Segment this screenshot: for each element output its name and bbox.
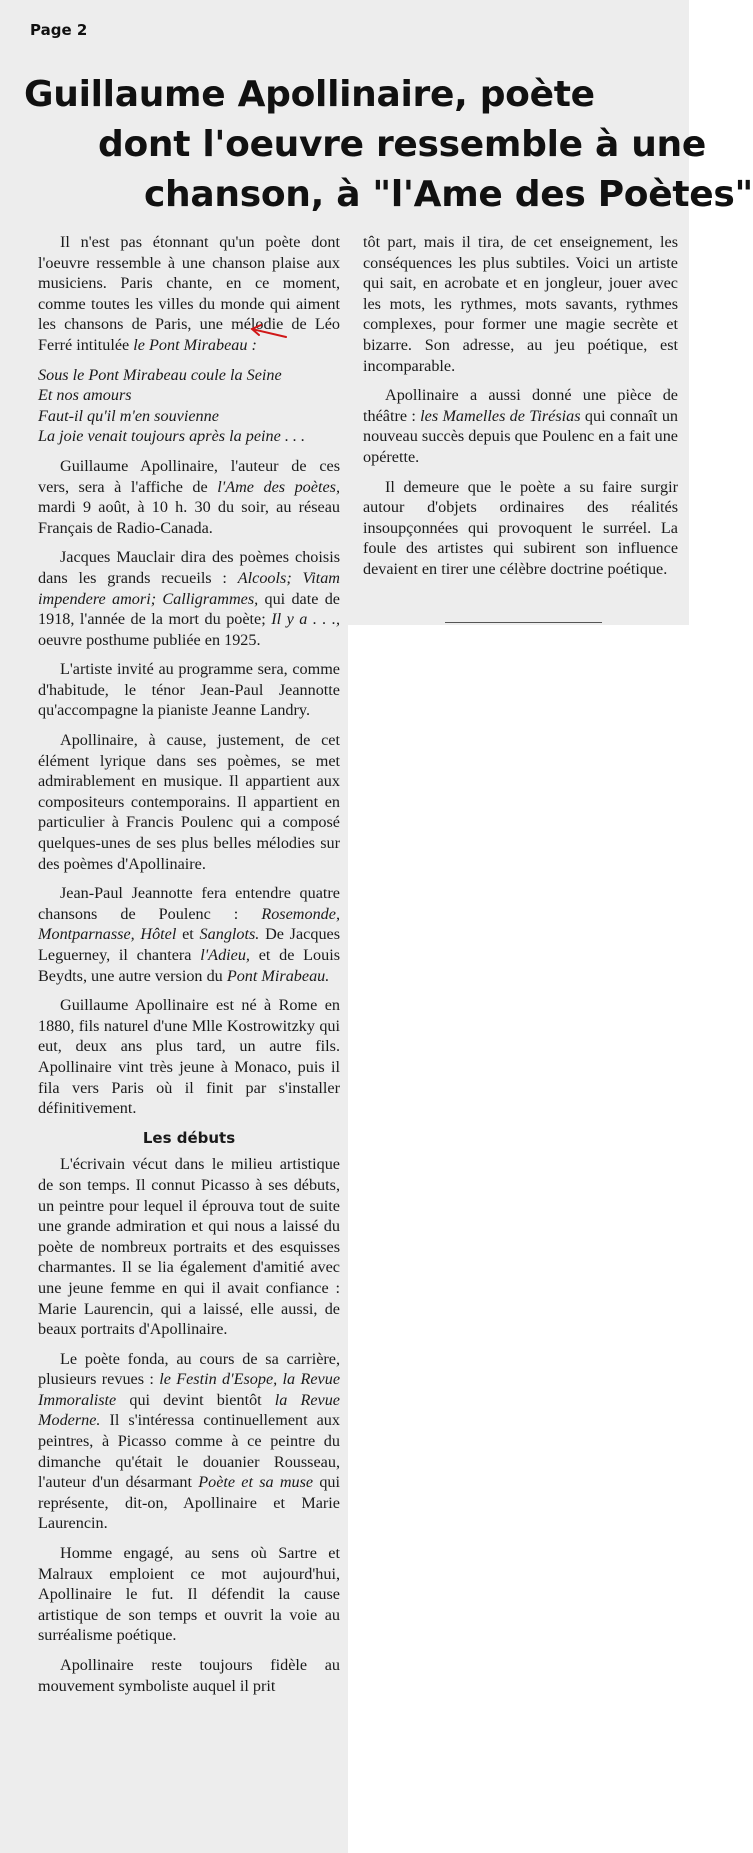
verse-line: Et nos amours: [38, 386, 132, 405]
page-label: Page 2: [30, 21, 88, 39]
paragraph-songs: Jean-Paul Jeannotte fera entendre quatre chansons de Poulenc : Rosemonde, Montparnasse, Hôtel et Sanglots. De Jacques Leguerney, il chantera l'Adieu, et de Louis Beydts, une autre version du Pont Mirabeau.: [38, 884, 341, 985]
right-column: [363, 232, 678, 589]
headline-line-2: dont l'oeuvre ressemble à une: [98, 124, 706, 165]
paragraph-revues: Le poète fonda, au cours de sa carrière, plusieurs revues : le Festin d'Esope, la Revue Immoraliste qui devint bientôt la Revue Moderne. Il s'intéressa continuellement aux peintres, à Picasso comme à ce peintre du dimanche qu'était le douanier Rousseau, l'auteur d'un désarmant Poète et sa muse qui représente, dit-on, Apollinaire et Marie Laurencin.: [38, 1349, 340, 1533]
paragraph-theatre: Apollinaire a aussi donné une pièce de théâtre : les Mamelles de Tirésias qui connaît un nouveau succès depuis que Poulenc en a fait une opérette.: [363, 386, 679, 466]
paragraph-symbolism: Apollinaire reste toujours fidèle au mouvement symboliste auquel il prit: [38, 1656, 340, 1695]
song-title: le Pont Mirabeau :: [133, 335, 257, 354]
verse-quote: [38, 365, 340, 447]
paragraph-music: Apollinaire, à cause, justement, de cet élément lyrique dans ses poèmes, se met admirablement en musique. Il appartient aux compositeurs contemporains. Il appartient en particulier à Francis Poulenc qui a composé quelques-unes de ses plus belles mélodies sur des poèmes d'Apollinaire.: [38, 731, 340, 873]
end-rule: [445, 622, 602, 623]
paragraph-milieu: L'écrivain vécut dans le milieu artistique de son temps. Il connut Picasso à ses débuts, un peintre pour lequel il éprouva tout de suite une grande admiration et qui nous a laissé du poète de nombreux portraits et des esquisses charmantes. Il se lia également d'amitié avec une jeune femme en qui il avait confiance : Marie Laurencin, qui a laissé, elle aussi, de beaux portraits d'Apollinaire.: [38, 1155, 340, 1339]
left-column: [38, 232, 340, 1705]
headline-line-3: chanson, à "l'Ame des Poètes": [144, 174, 753, 215]
paragraph-guest: L'artiste invité au programme sera, comme d'habitude, le ténor Jean-Paul Jeannotte qu'accompagne la pianiste Jeanne Landry.: [38, 660, 340, 720]
paragraph-mauclair: Jacques Mauclair dira des poèmes choisis dans les grands recueils : Alcools; Vitam impendere amori; Calligrammes, qui date de 1918, l'année de la mort du poète; Il y a . . ., oeuvre posthume publiée en 1925.: [38, 548, 340, 649]
paragraph-engagement: Homme engagé, au sens où Sartre et Malraux emploient ce mot aujourd'hui, Apollinaire le fut. Il défendit la cause artistique de son temps et ouvrit la voie au surréalisme poétique.: [38, 1544, 340, 1645]
paragraph-biography: Guillaume Apollinaire est né à Rome en 1880, fils naturel d'une Mlle Kostrowitzky qui eut, deux ans plus tard, un autre fils. Apollinaire vint très jeune à Monaco, puis il fila vers Paris où il finit par s'installer définitivement.: [38, 996, 340, 1118]
headline-line-1: Guillaume Apollinaire, poète: [24, 74, 595, 115]
paragraph-conclusion: Il demeure que le poète a su faire surgir autour d'objets ordinaires des réalités insoupçonnées qui provoquent le surréel. La foule des artistes qui subirent son influence devaient en tirer une célèbre doctrine poétique.: [363, 477, 678, 578]
annotation-arrow-icon: [248, 324, 290, 340]
paragraph-intro: Il n'est pas étonnant qu'un poète dont l'oeuvre ressemble à une chanson plaise aux musiciens. Paris chante, en ce moment, comme toutes les villes du monde qui aiment les chansons de Paris, une mélodie de Léo Ferré intitulée le Pont Mirabeau :: [38, 233, 340, 354]
paragraph-continuation: tôt part, mais il tira, de cet enseignement, les conséquences les plus subtiles. Voici un artiste qui sait, en acrobate et en jongleur, jouer avec les mots, les rythmes, mots savants, rythmes complexes, pour former une magie secrète et bizarre. Son adresse, au jeu poétique, est incomparable.: [363, 233, 678, 375]
verse-line: Faut-il qu'il m'en souvienne: [38, 406, 219, 425]
verse-line: La joie venait toujours après la peine . . .: [38, 427, 306, 446]
section-subheading: Les débuts: [142, 1128, 236, 1147]
headline: [24, 70, 753, 220]
verse-line: Sous le Pont Mirabeau coule la Seine: [38, 365, 282, 384]
paragraph-broadcast: Guillaume Apollinaire, l'auteur de ces vers, sera à l'affiche de l'Ame des poètes, mardi 9 août, à 10 h. 30 du soir, au réseau Français de Radio-Canada.: [38, 456, 340, 537]
